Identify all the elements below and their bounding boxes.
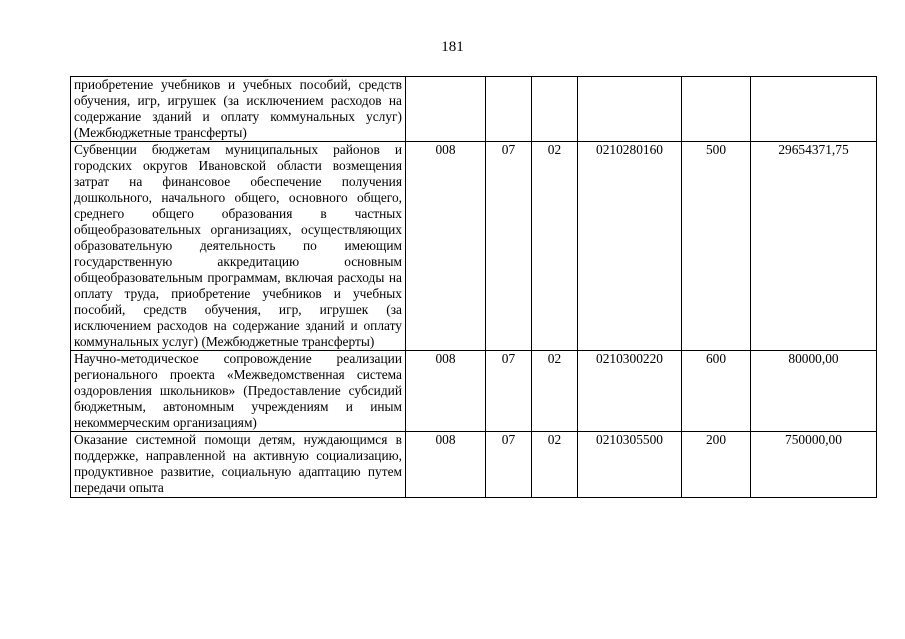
target-article-cell <box>578 77 682 142</box>
target-article-cell: 0210280160 <box>578 142 682 351</box>
section-code-cell: 07 <box>486 351 532 432</box>
expense-type-cell: 200 <box>682 432 751 498</box>
subsection-code-cell: 02 <box>532 142 578 351</box>
amount-cell <box>751 77 877 142</box>
row-description: Научно-методическое сопровождение реализации регионального проекта «Межведомственная система оздоровления школьников» (Предоставление субсидий бюджетным, автономным учреждениям и иным некоммерческим организациям) <box>71 351 406 432</box>
amount-cell: 750000,00 <box>751 432 877 498</box>
section-code-cell: 07 <box>486 432 532 498</box>
table-row <box>71 351 877 432</box>
expense-type-cell: 500 <box>682 142 751 351</box>
amount-cell: 29654371,75 <box>751 142 877 351</box>
table-row <box>71 77 877 142</box>
subsection-code-cell <box>532 77 578 142</box>
row-description: приобретение учебников и учебных пособий, средств обучения, игр, игрушек (за исключением расходов на содержание зданий и оплату коммунальных услуг) (Межбюджетные трансферты) <box>71 77 406 142</box>
budget-table <box>70 76 877 498</box>
page-number: 181 <box>441 39 464 55</box>
ministry-code-cell: 008 <box>406 142 486 351</box>
ministry-code-cell: 008 <box>406 432 486 498</box>
table-row <box>71 142 877 351</box>
row-description: Субвенции бюджетам муниципальных районов и городских округов Ивановской области возмещения затрат на финансовое обеспечение получения дошкольного, начального общего, основного общего, среднего общего образования в частных общеобразовательных организациях, осуществляющих образовательную деятельность по имеющим государственную аккредитацию основным общеобразовательным программам, включая расходы на оплату труда, приобретение учебников и учебных пособий, средств обучения, игр, игрушек (за исключением расходов на содержание зданий и оплату коммунальных услуг) (Межбюджетные трансферты) <box>71 142 406 351</box>
target-article-cell: 0210305500 <box>578 432 682 498</box>
row-description: Оказание системной помощи детям, нуждающимся в поддержке, направленной на активную социализацию, продуктивное развитие, социальную адаптацию путем передачи опыта <box>71 432 406 498</box>
table-row <box>71 432 877 498</box>
ministry-code-cell: 008 <box>406 351 486 432</box>
subsection-code-cell: 02 <box>532 432 578 498</box>
expense-type-cell: 600 <box>682 351 751 432</box>
subsection-code-cell: 02 <box>532 351 578 432</box>
section-code-cell <box>486 77 532 142</box>
expense-type-cell <box>682 77 751 142</box>
target-article-cell: 0210300220 <box>578 351 682 432</box>
amount-cell: 80000,00 <box>751 351 877 432</box>
section-code-cell: 07 <box>486 142 532 351</box>
ministry-code-cell <box>406 77 486 142</box>
